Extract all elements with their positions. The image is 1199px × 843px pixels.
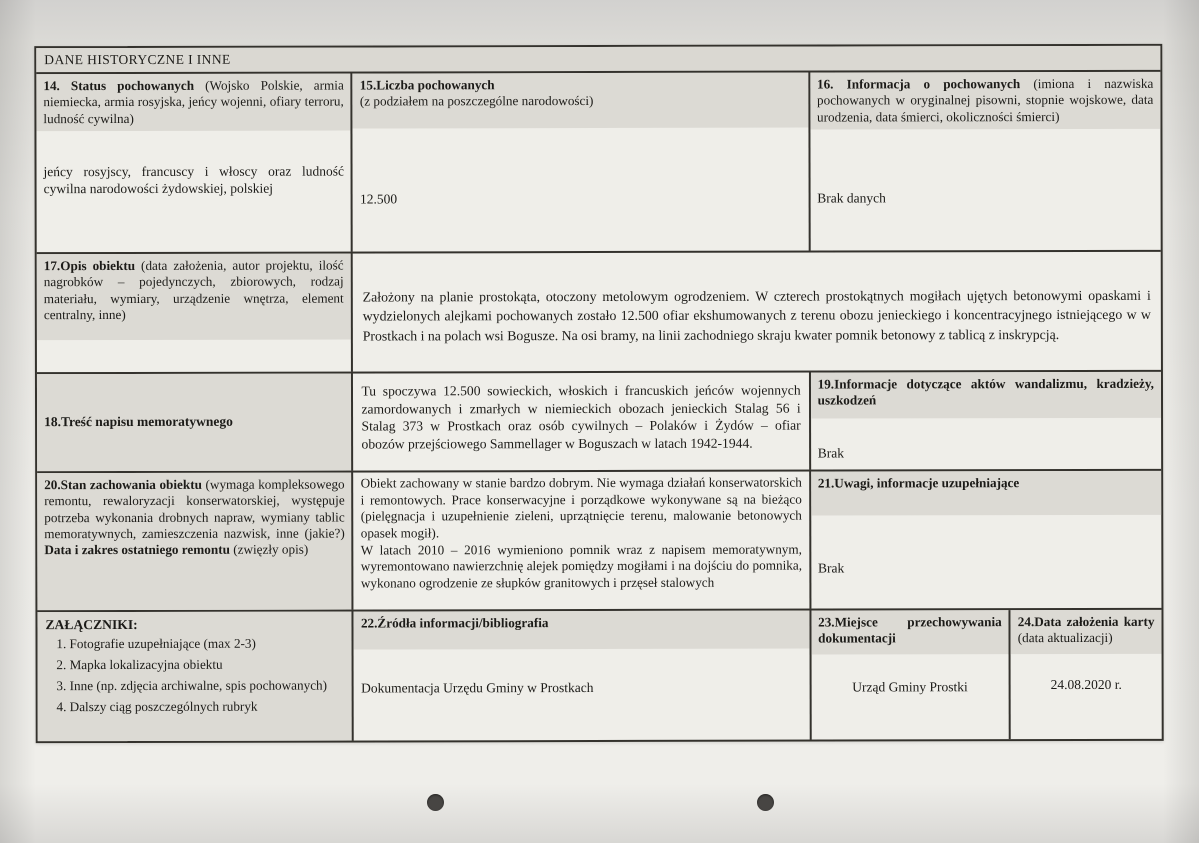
- attachment-item-1: 1. Fotografie uzupełniające (max 2-3): [70, 635, 344, 653]
- cell-20-stan-zachowania: [37, 473, 352, 611]
- row-tresc-napisu: [37, 370, 1161, 471]
- cell-16-label: 16. Informacja o pochowanych (imiona i nazwiska pochowanych w oryginalnej pisowni, stopnie wojskowe, data urodzenia, data śmierci, okoliczności śmierci): [810, 72, 1160, 130]
- row-opis-obiektu: [37, 250, 1161, 372]
- attachments-title: ZAŁĄCZNIKI:: [45, 616, 138, 633]
- cell-23-miejsce-przechowywania: [809, 610, 1009, 739]
- cell-22-zrodla: [352, 611, 809, 741]
- cell-23-label: 23.Miejsce przechowywania dokumentacji: [811, 610, 1009, 654]
- cell-19-wandalizm: [809, 372, 1162, 470]
- cell-20-value-p2: W latach 2010 – 2016 wymieniono pomnik wraz z napisem memoratywnym, wyremontowano nawierzchnię alejek pomiędzy mogiłami i na dojściu do pomnika, wykonano ogrodzenie ze słupków granitowych i przęseł stalowych: [360, 541, 803, 591]
- cell-17-opis-obiektu-label: [37, 254, 351, 373]
- attachment-item-4: 4. Dalszy ciąg poszczególnych rubryk: [70, 698, 344, 716]
- cell-20-value-p1: Obiekt zachowany w stanie bardzo dobrym. Nie wymaga działań konserwatorskich i remontowych. Prace konserwacyjne i porządkowe wykonywane są na bieżąco (pielęgnacja i uzupełnienie zieleni, uprzątnięcie terenu, malowanie betonowych opasek mogił).: [360, 474, 802, 541]
- cell-19-value: Brak: [817, 445, 845, 461]
- cell-14-status-pochowanych: [36, 74, 351, 253]
- cell-24-label: 24.Data założenia karty (data aktualizacji): [1011, 610, 1162, 654]
- form-section-title: [36, 46, 1160, 72]
- cell-20-value: [354, 472, 809, 595]
- cell-14-label: 14. Status pochowanych (Wojsko Polskie, armia niemiecka, armia rosyjska, jeńcy wojenni, ofiary terroru, ludność cywilna): [36, 74, 351, 132]
- attachment-item-2: 2. Mapka lokalizacyjna obiektu: [70, 656, 344, 674]
- cell-20-value-cell: [352, 472, 809, 610]
- row-status-liczba-informacja: [36, 70, 1160, 252]
- cell-15-liczba-pochowanych: [351, 73, 809, 252]
- cell-18-value: Tu spoczywa 12.500 sowieckich, włoskich i francuskich jeńców wojennych zamordowanych i zmarłych w niemieckich obozach jenieckich Stalag 56 i Stalag 373 w Prostkach oraz osób cywilnych – Polaków i Żydów – ofiar obozów przejściowego Sammellager w Boguszach w latach 1942-1944.: [361, 382, 801, 452]
- attachments-list: [46, 635, 345, 716]
- cell-19-label: 19.Informacje dotyczące aktów wandalizmu, kradzieży, uszkodzeń: [811, 372, 1161, 419]
- cell-22-value: Dokumentacja Urzędu Gminy w Prostkach: [361, 680, 594, 696]
- cell-15-label: 15.Liczba pochowanych (z podziałem na poszczególne narodowości): [353, 73, 808, 129]
- cell-21-label: 21.Uwagi, informacje uzupełniające: [811, 471, 1161, 516]
- cell-21-value: Brak: [817, 560, 845, 576]
- cell-17-label: 17.Opis obiektu (data założenia, autor projektu, ilość nagrobków – pojedynczych, zbiorowych, rodzaj materiału, wymiary, urządzenie wnętrza, element centralny, inne): [37, 254, 351, 341]
- cell-21-uwagi: [809, 471, 1162, 609]
- attachment-item-3: 3. Inne (np. zdjęcia archiwalne, spis pochowanych): [70, 677, 344, 695]
- cell-17-opis-obiektu-value: [351, 252, 1161, 372]
- row-stan-zachowania: [37, 469, 1161, 610]
- cell-14-value: jeńcy rosyjscy, francuscy i włoscy oraz ludność cywilna narodowości żydowskiej, polskiej: [43, 163, 344, 197]
- cell-18-value-cell: [351, 373, 808, 471]
- cell-24-data-zalozenia: [1009, 610, 1162, 739]
- cell-16-value: Brak danych: [817, 190, 886, 206]
- historical-data-form: [34, 44, 1163, 743]
- cell-22-label: 22.Źródła informacji/bibliografia: [354, 611, 809, 650]
- cell-17-value: Założony na planie prostokąta, otoczony metolowym ogrodzeniem. W czterech prostokątnych mogiłach ujętych betonowymi opaskami i wydzielonych alejkami pochowanych zostało 12.500 ofiar ekshumowanych z terenu obozu jenieckiego i koncentracyjnego istniejącego w w Prostkach i na polach wsi Bogusze. Na osi bramy, na linii zachodniego skraju kwater pomnik betonowy z tablicą z inskrypcją.: [362, 287, 1151, 344]
- section-title-text: DANE HISTORYCZNE I INNE: [44, 51, 231, 68]
- cell-20-label: 20.Stan zachowania obiektu (wymaga kompleksowego remontu, rewaloryzacji konserwatorskiej, występuje potrzeba wykonania drobnych napraw, wymiany tablic memoratywnych, zamieszczenia nazwisk, inne (jakie?) Data i zakres ostatniego remontu (zwięzły opis): [44, 476, 345, 558]
- cell-23-value: Urząd Gminy Prostki: [852, 679, 968, 695]
- cell-24-value: 24.08.2020 r.: [1050, 676, 1122, 693]
- cell-15-value: 12.500: [360, 191, 398, 207]
- cell-16-informacja-o-pochowanych: [808, 72, 1161, 251]
- hole-punch-left-icon: [427, 794, 444, 811]
- cell-18-tresc-napisu: [37, 374, 352, 472]
- row-zalaczniki-zrodla: [37, 608, 1161, 741]
- cell-zalaczniki: [37, 612, 352, 742]
- cell-18-label: 18.Treść napisu memoratywnego: [44, 413, 233, 430]
- hole-punch-right-icon: [757, 794, 774, 811]
